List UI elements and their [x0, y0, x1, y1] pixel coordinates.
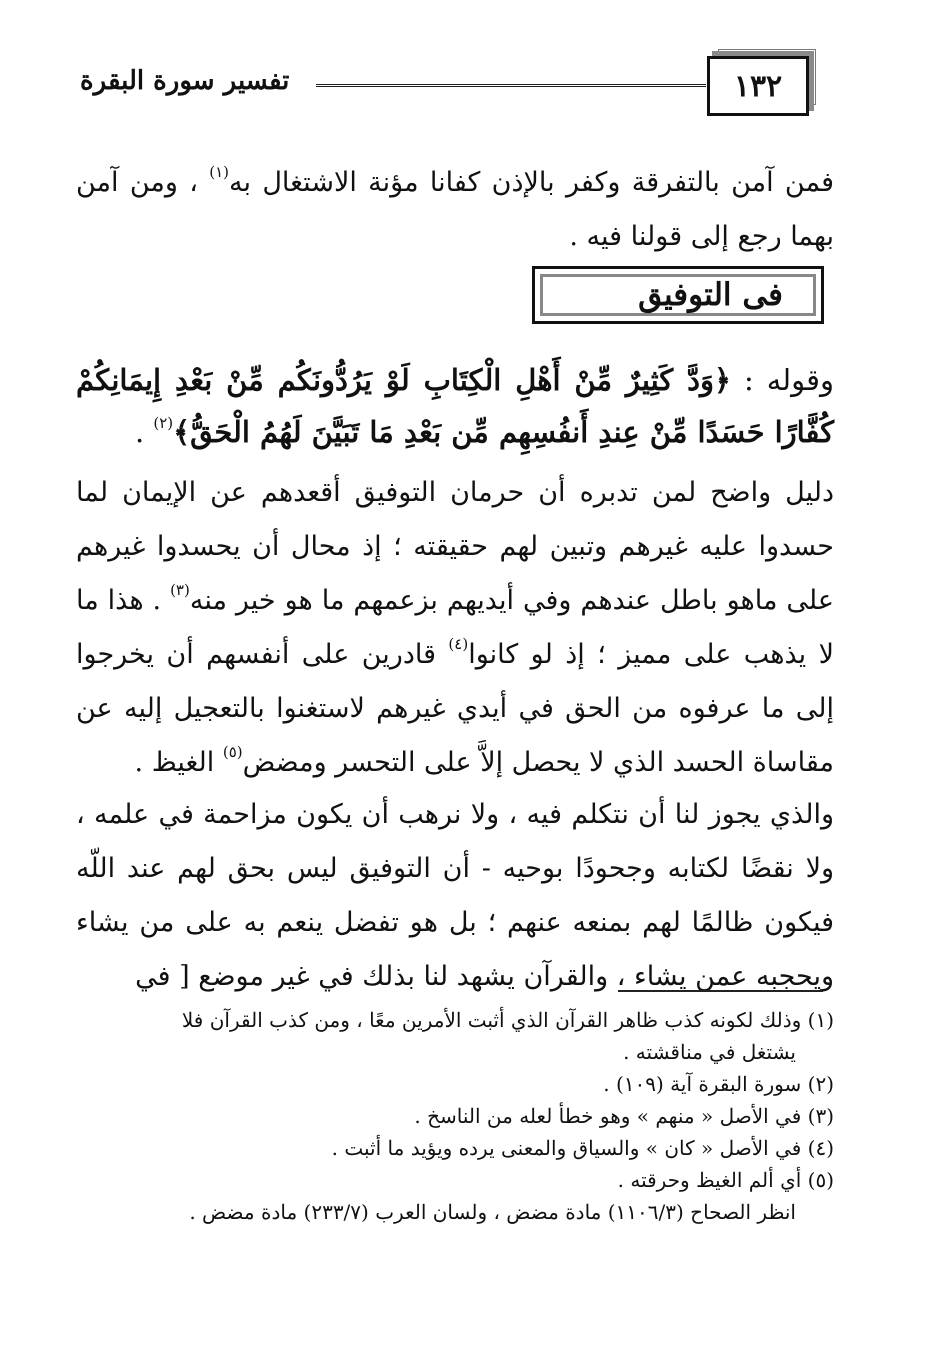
para1-text-1: دليل واضح لمن تدبره أن حرمان التوفيق أقعدهم عن الإيمان لما حسدوا عليه غيرهم وتبين لهم حقيقته ؛ إذ محال أن يحسدوا غيرهم على ماهو باطل عندهم وفي أيديهم بزعمهم ما هو خير منه — [76, 477, 834, 616]
footnote-ref-5[interactable]: (٥) — [222, 743, 243, 761]
running-title: تفسير سورة البقرة — [80, 66, 290, 96]
quran-verse — [76, 354, 834, 458]
footnote-ref-4[interactable]: (٤) — [448, 635, 469, 653]
verse-tail: . — [134, 415, 154, 449]
intro-text-b: ، ومن آمن بهما رجع إلى قولنا فيه . — [76, 167, 834, 252]
footnote-3: (٣) في الأصل « منهم » وهو خطأ لعله من الناسخ . — [414, 1104, 834, 1128]
footnote-4: (٤) في الأصل « كان » والسياق والمعنى يرده ويؤيد ما أثبت . — [331, 1136, 834, 1160]
footnote-1: (١) وذلك لكونه كذب ظاهر القرآن الذي أثبت الأمرين معًا ، ومن كذب القرآن فلا — [181, 1008, 834, 1032]
footnote-ref-2[interactable]: (٢) — [153, 414, 174, 432]
para1-text-4: الغيظ . — [134, 747, 223, 778]
para1-text-3: قادرين على أنفسهم أن يخرجوا إلى ما عرفوه من الحق في أيدي غيرهم لاستغنوا بالتعجيل إليه عن مقاساة الحسد الذي لا يحصل إلاَّ على التحسر ومضض — [76, 639, 834, 778]
section-title: فى التوفيق — [638, 277, 783, 313]
intro-paragraph — [76, 156, 834, 264]
section-heading-box — [532, 266, 824, 324]
intro-text-a: فمن آمن بالتفرقة وكفر بالإذن كفانا مؤنة الاشتغال به — [229, 167, 834, 198]
footnote-divider — [618, 990, 823, 992]
footnote-1-cont: يشتغل في مناقشته . — [623, 1040, 796, 1064]
paragraph-1 — [76, 466, 834, 790]
footnote-2: (٢) سورة البقرة آية (١٠٩) . — [603, 1072, 834, 1096]
verse-text: ﴿وَدَّ كَثِيرٌ مِّنْ أَهْلِ الْكِتَابِ لَوْ يَرُدُّونَكُم مِّنْ بَعْدِ إِيمَانِكُمْ كُفَّارًا حَسَدًا مِّنْ عِندِ أَنفُسِهِم مِّن بَعْدِ مَا تَبَيَّنَ لَهُمُ الْحَقُّ﴾ — [76, 363, 834, 449]
header-divider — [316, 84, 706, 87]
footnote-5-cont: انظر الصحاح (١١٠٦/٣) مادة مضض ، ولسان العرب (٢٣٣/٧) مادة مضض . — [189, 1200, 796, 1224]
footnotes — [76, 1004, 834, 1228]
verse-lead: وقوله : — [731, 363, 834, 397]
footnote-ref-3[interactable]: (٣) — [170, 581, 190, 599]
paragraph-2: والذي يجوز لنا أن نتكلم فيه ، ولا نرهب أن يكون مزاحمة في علمه ، ولا نقضًا لكتابه وجحودًا بوحيه - أن التوفيق ليس بحق لهم عند اللّه فيكون ظالمًا لهم بمنعه عنهم ؛ بل هو تفضل ينعم به على من يشاء ويحجبه عمن يشاء ، والقرآن يشهد لنا بذلك في غير موضع [ في — [76, 799, 834, 992]
para1-text-2: . هذا ما لا يذهب على مميز ؛ إذ لو كانوا — [76, 585, 834, 670]
footnote-5: (٥) أي ألم الغيظ وحرقته . — [617, 1168, 834, 1192]
page-number: ١٣٢ — [707, 56, 809, 116]
footnote-ref-1[interactable]: (١) — [209, 163, 230, 181]
